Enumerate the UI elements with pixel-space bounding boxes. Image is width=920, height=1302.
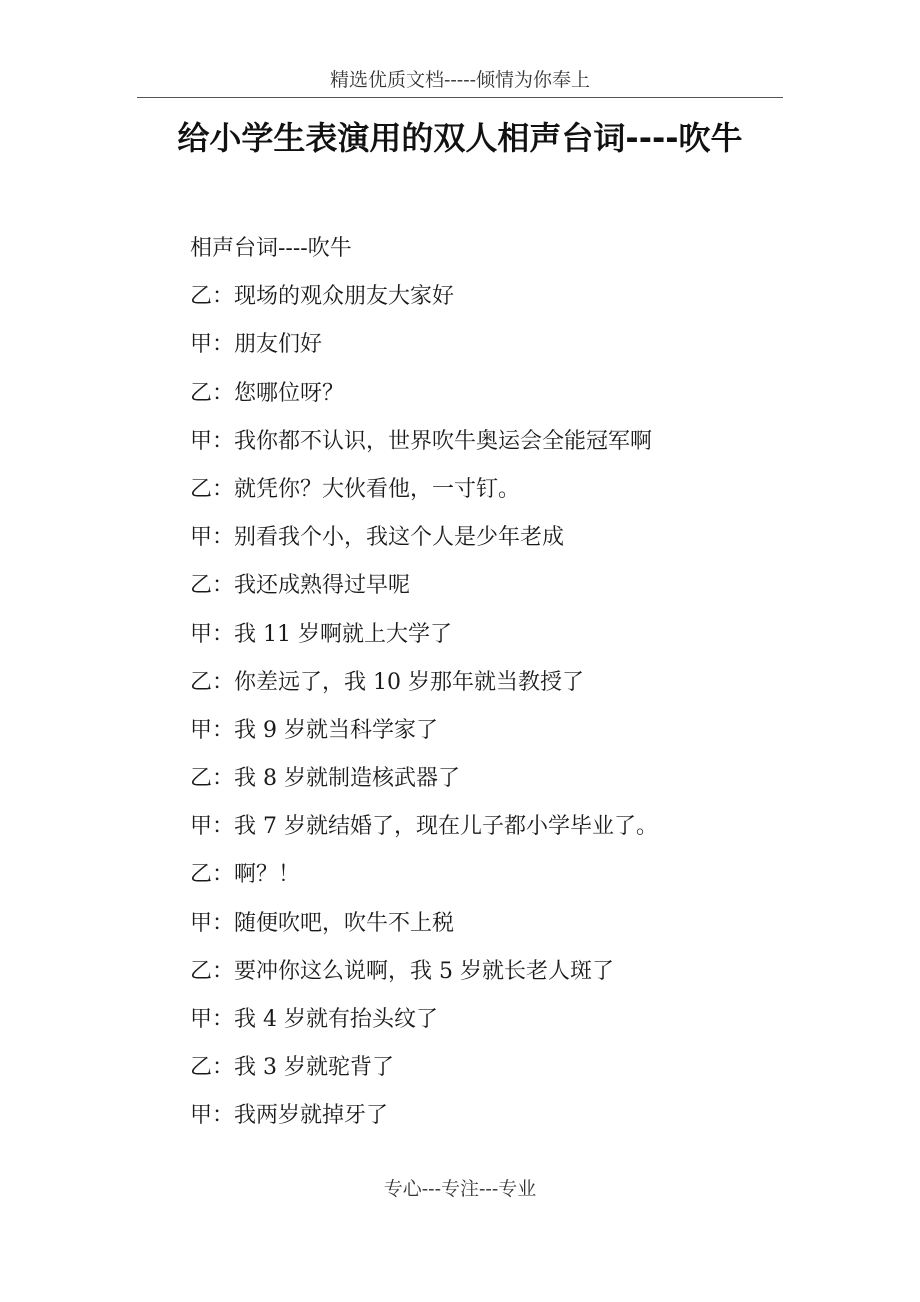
dialogue-line: 乙：现场的观众朋友大家好	[190, 284, 455, 310]
dialogue-line: 乙：您哪位呀？	[190, 380, 345, 406]
dialogue-lines	[190, 230, 830, 1146]
header-divider	[137, 97, 783, 98]
dialogue-line: 乙：就凭你？大伙看他，一寸钉。	[190, 476, 521, 502]
dialogue-line: 乙：我还成熟得过早呢	[190, 573, 411, 599]
dialogue-line: 乙：要冲你这么说啊，我 5 岁就长老人斑了	[190, 958, 614, 984]
dialogue-line: 甲：我 9 岁就当科学家了	[190, 717, 438, 743]
dialogue-line: 甲：别看我个小，我这个人是少年老成	[190, 525, 565, 551]
dialogue-line: 乙：你差远了，我 10 岁那年就当教授了	[190, 669, 584, 695]
page-header: 精选优质文档-----倾情为你奉上	[329, 69, 591, 91]
dialogue-line: 甲：我两岁就掉牙了	[190, 1103, 389, 1129]
dialogue-line: 甲：我你都不认识，世界吹牛奥运会全能冠军啊	[190, 428, 653, 454]
document-title: 给小学生表演用的双人相声台词----吹牛	[177, 119, 743, 157]
dialogue-line: 乙：我 8 岁就制造核武器了	[190, 766, 460, 792]
dialogue-line: 甲：随便吹吧，吹牛不上税	[190, 910, 455, 936]
page-footer: 专心---专注---专业	[383, 1178, 537, 1200]
dialogue-line: 相声台词----吹牛	[190, 236, 352, 261]
dialogue-line: 乙：我 3 岁就驼背了	[190, 1055, 394, 1081]
dialogue-line: 乙：啊？！	[190, 862, 301, 888]
dialogue-line: 甲：我 4 岁就有抬头纹了	[190, 1007, 438, 1032]
dialogue-line: 甲：我 11 岁啊就上大学了	[190, 621, 452, 647]
dialogue-line: 甲：朋友们好	[190, 332, 323, 358]
dialogue-line: 甲：我 7 岁就结婚了，现在儿子都小学毕业了。	[190, 814, 658, 840]
